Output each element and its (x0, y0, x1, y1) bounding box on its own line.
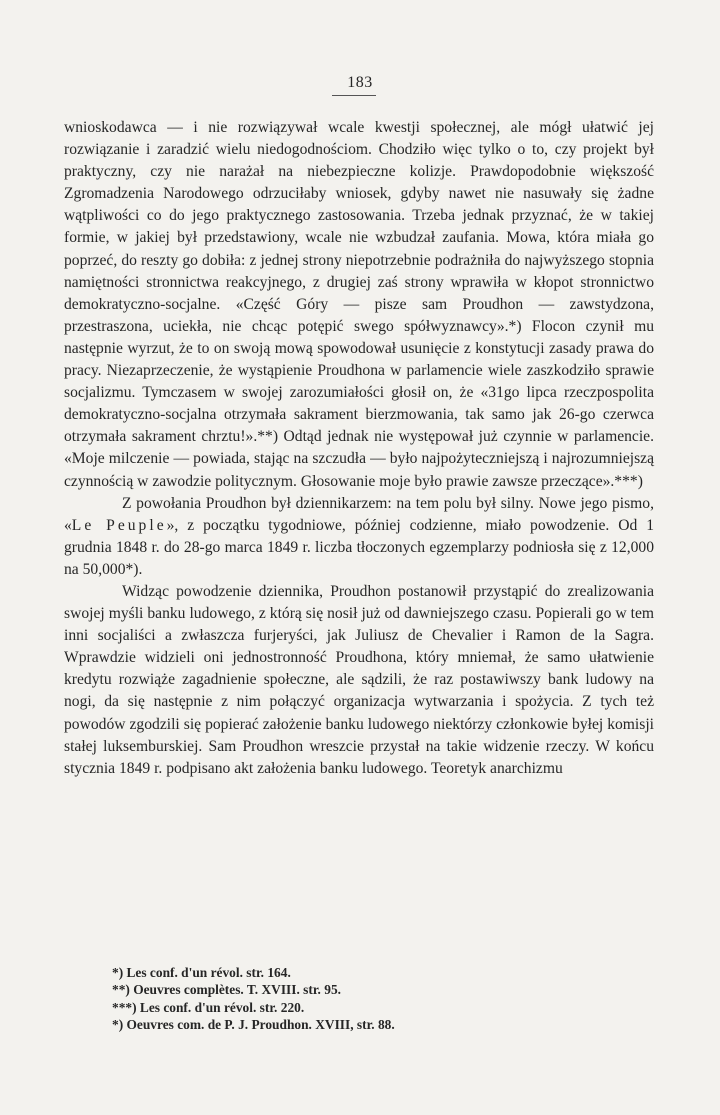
footnote-4: *) Oeuvres com. de P. J. Proudhon. XVIII, str. 88. (112, 1016, 395, 1032)
footnote-3: ***) Les conf. d'un révol. str. 220. (112, 999, 305, 1015)
paragraph-3: Widząc powodzenie dziennika, Proudhon postanowił przystąpić do zrealizowania swojej myśli banku ludowego, z którą się nosił już od dawniejszego czasu. Popierali go w tem inni socjaliści a zwłaszcza furjeryści, jak Juliusz de Chevalier i Ramon de la Sagra. Wprawdzie widzieli oni jednostronność Proudhona, który mniemał, że samo ułatwienie kredytu rozwiąże zagadnienie społeczne, ale sądzili, że raz postawiwszy bank ludowy na nogi, da się następnie z nim połączyć organizacja wytwarzania i spożycia. Z tych też powodów zgodzili się popierać założenie banku ludowego niektórzy członkowie byłej komisji stałej luksemburskiej. Sam Proudhon wreszcie przystał na takie widzenie rzeczy. W końcu stycznia 1849 r. podpisano akt założenia banku ludowego. Teoretyk anarchizmu (64, 582, 654, 777)
journal-title: Le Peuple (71, 516, 167, 534)
paragraph-2 (64, 493, 654, 581)
page-number: 183 (347, 74, 373, 91)
footnotes (112, 964, 632, 1033)
paragraph-2-start: Z powołania Proudhon był dziennikarzem: na tem polu był silny. Nowe jego pismo, « (64, 494, 654, 534)
body-text (64, 117, 654, 780)
footnote-1: *) Les conf. d'un révol. str. 164. (112, 965, 291, 980)
paragraph-1: wnioskodawca — i nie rozwiązywał wcale kwestji społecznej, ale mógł ułatwić jej rozwiązanie i zaradzić wielu niedogodnościom. Chodziło więc tylko o to, czy projekt był praktyczny, czy nie narażał na niebezpieczne kolizje. Prawdopodobnie większość Zgromadzenia Narodowego odrzuciłaby wniosek, gdyby nawet nie nasuwały się żadne wątpliwości co do jego praktycznego zastosowania. Trzeba jednak przyznać, że w takiej formie, w jakiej był przedstawiony, wcale nie wzbudzał zaufania. Mowa, która miała go poprzeć, do reszty go dobiła: z jednej strony niepotrzebnie podrażniła do najwyższego stopnia namiętności stronnictwa reakcyjnego, z drugiej zaś strony wprawiła w kłopot stronnictwo demokratyczno-socjalne. «Część Góry — pisze sam Proudhon — zawstydzona, przestraszona, uciekła, nie chcąc potępić swego spółwyznawcy».*) Flocon czynił mu następnie wyrzut, że to on swoją mową spowodował usunięcie z konstytucji zasady prawa do pracy. Niezaprzeczenie, że wystąpienie Proudhona w parlamencie wiele zaszkodziło sprawie socjalizmu. Tymczasem w swojej zarozumiałości głosił on, że «31go lipca rzeczpospolita demokratyczno-socjalna otrzymała sakrament bierzmowania, tak samo jak 26-go czerwca otrzymała sakrament chrztu!».**) Odtąd jednak nie występował już czynnie w parlamencie. «Moje milczenie — powiada, stając na szczudła — było najpożyteczniejszą i najrozumniejszą czynnością w zawodzie politycznym. Głosowanie moje było prawie zawsze przeczące».***) (64, 119, 654, 490)
page-number-rule (332, 95, 376, 96)
footnote-2: **) Oeuvres complètes. T. XVIII. str. 95. (112, 982, 341, 998)
paragraph-2-end: », z początku tygodniowe, później codzienne, miało powodzenie. Od 1 grudnia 1848 r. do 28-go marca 1849 r. liczba tłoczonych egzemplarzy podniosła się z 12,000 na 50,000*). (64, 516, 655, 578)
